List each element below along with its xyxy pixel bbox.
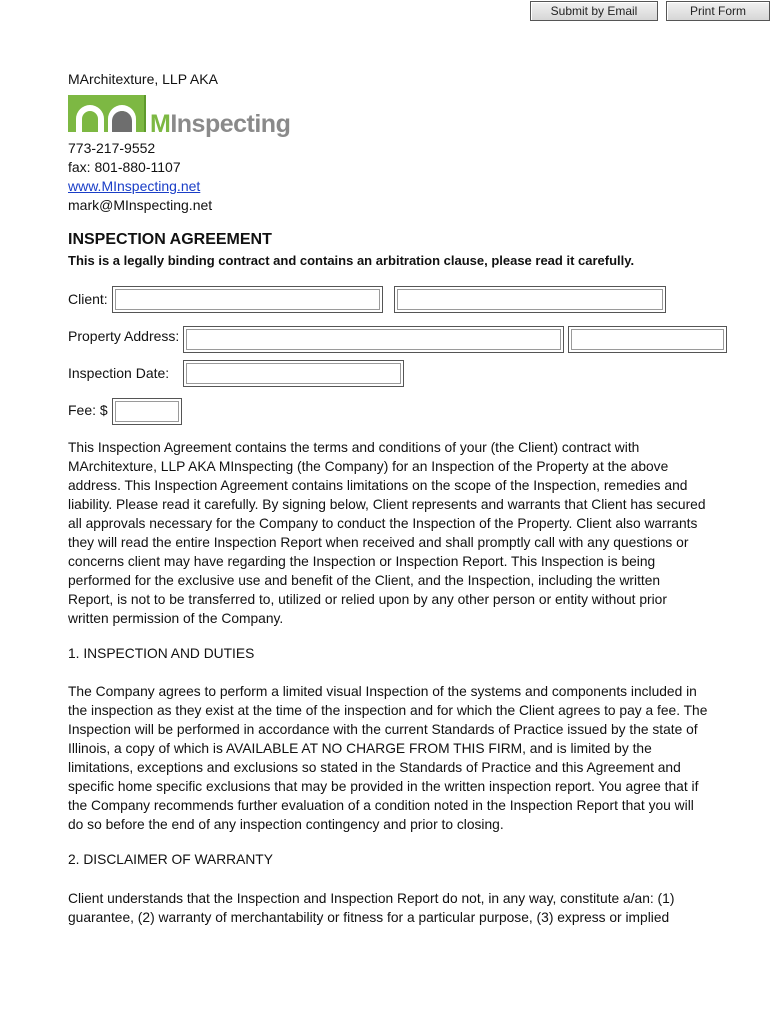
section-1-paragraph: The Company agrees to perform a limited visual Inspection of the systems and components included in the inspection as they exist at the time of the inspection and for which the Client agrees to pay a fee. The Inspection will be performed in accordance with the current Standards of Practice issued by the state of Illinois, a copy of which is AVAILABLE AT NO CHARGE FROM THIS FIRM, and is limited by the limitations, exceptions and exclusions so stated in the Standards of Practice and this Agreement and specific home specific exclusions that may be provided in the written inspection report. You agree that if the Company recommends further evaluation of a condition noted in the Inspection Report that you will do so before the end of any inspection contingency and prior to closing. bbox=[68, 684, 708, 832]
logo-wordmark-m: M bbox=[150, 110, 171, 138]
logo-wordmark bbox=[150, 110, 290, 139]
submit-by-email-button[interactable]: Submit by Email bbox=[530, 1, 658, 21]
company-name: MArchitexture, LLP AKA bbox=[68, 71, 218, 87]
intro-paragraph: This Inspection Agreement contains the terms and conditions of your (the Client) contract with MArchitexture, LLP AKA MInspecting (the Company) for an Inspection of the Property at the above address. This Inspection Agreement contains limitations on the scope of the Inspection, remedies and liability. Please read it carefully. By signing below, Client represents and warrants that Client has secured all approvals necessary for the Company to conduct the Inspection of the Property. Client also warrants they will read the entire Inspection Report when received and shall promptly call with any questions or concerns client may have regarding the Inspection or Inspection Report. This Inspection is being performed for the exclusive use and benefit of the Client, and the Inspection, including the written Report, is not to be transferred to, utilized or relied upon by any other person or entity without prior written permission of the Company. bbox=[68, 440, 706, 626]
company-phone: 773-217-9552 bbox=[68, 140, 156, 156]
logo-wordmark-rest: Inspecting bbox=[170, 110, 291, 138]
page-subtitle: This is a legally binding contract and contains an arbitration clause, please read it carefully. bbox=[68, 253, 635, 268]
company-website-link[interactable]: www.MInspecting.net bbox=[68, 178, 201, 194]
section-1-heading: 1. INSPECTION AND DUTIES bbox=[68, 646, 255, 661]
print-form-button[interactable]: Print Form bbox=[666, 1, 770, 21]
client-label: Client: bbox=[68, 291, 108, 307]
company-email: mark@MInspecting.net bbox=[68, 197, 213, 213]
section-2-heading: 2. DISCLAIMER OF WARRANTY bbox=[68, 852, 273, 867]
inspection-date-field[interactable] bbox=[183, 360, 404, 387]
client-name-field-1[interactable] bbox=[112, 286, 383, 313]
property-address-field-2[interactable] bbox=[568, 326, 727, 353]
section-2-paragraph: Client understands that the Inspection and Inspection Report do not, in any way, constitute a/an: (1) guarantee, (2) warranty of merchantability or fitness for a particular purpose, (3) express or implied bbox=[68, 891, 675, 925]
inspection-date-label: Inspection Date: bbox=[68, 365, 170, 381]
company-fax: fax: 801-880-1107 bbox=[68, 159, 181, 175]
client-name-field-2[interactable] bbox=[394, 286, 666, 313]
property-address-label: Property Address: bbox=[68, 328, 180, 344]
fee-field[interactable] bbox=[112, 398, 182, 425]
property-address-field-1[interactable] bbox=[183, 326, 564, 353]
fee-label: Fee: $ bbox=[68, 402, 108, 418]
page-title: INSPECTION AGREEMENT bbox=[68, 231, 272, 248]
